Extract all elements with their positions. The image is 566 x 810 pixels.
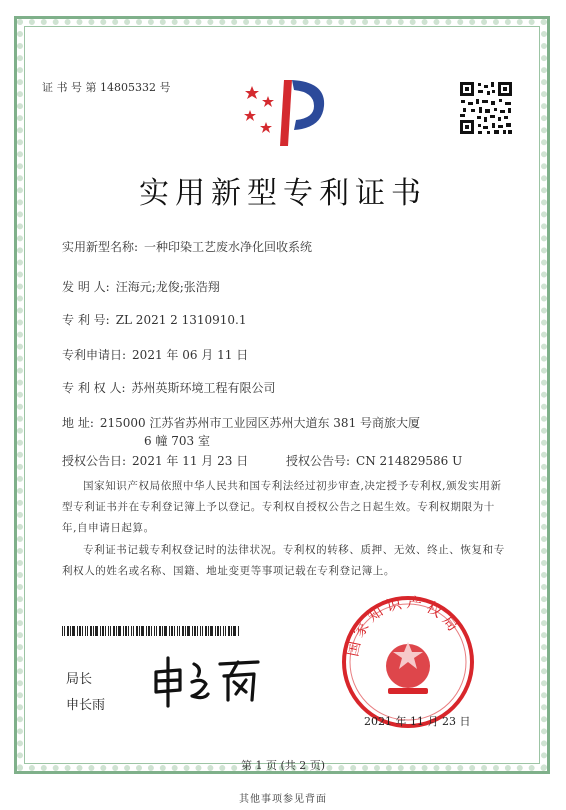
barcode-bar: [210, 626, 213, 636]
barcode-bar: [128, 626, 129, 636]
barcode-bar: [179, 626, 180, 636]
logo-star-2: [262, 96, 274, 107]
barcode-bar: [164, 626, 167, 636]
barcode-bar: [93, 626, 94, 636]
field-patentee: [62, 379, 276, 396]
barcode-bar: [233, 626, 236, 636]
barcode-bar: [125, 626, 127, 636]
barcode-bar: [64, 626, 65, 636]
barcode-bar: [139, 626, 140, 636]
barcode-bar: [123, 626, 124, 636]
barcode-bar: [79, 626, 81, 636]
barcode-bar: [187, 626, 190, 636]
barcode-bar: [105, 626, 106, 636]
barcode-bar: [220, 626, 221, 636]
footer-note: 其他事项参见背面: [239, 794, 327, 805]
handwritten-signature: [150, 650, 270, 710]
barcode-bar: [156, 626, 157, 636]
field-label: 专 利 权 人:: [62, 381, 126, 395]
field-value: ZL 2021 2 1310910.1: [115, 313, 247, 327]
barcode-bar: [148, 626, 150, 636]
barcode-bar: [133, 626, 134, 636]
field-value: 苏州英斯环境工程有限公司: [131, 381, 276, 395]
barcode-bar: [197, 626, 198, 636]
seal-date: 2021 年 11 月 23 日: [364, 715, 471, 728]
barcode-bar: [62, 626, 63, 636]
grant-statement-paragraph: 国家知识产权局依照中华人民共和国专利法经过初步审查,决定授予专利权,颁发实用新型专利证书并在专利登记簿上予以登记。专利权自授权公告之日起生效。专利权期限为十年,自申请日起算。: [62, 480, 502, 534]
barcode-bar: [87, 626, 88, 636]
barcode-bar: [118, 626, 121, 636]
barcode-strip: [62, 626, 242, 636]
field-label: 地 址:: [62, 416, 94, 430]
barcode-bar: [162, 626, 163, 636]
barcode-bar: [90, 626, 92, 636]
logo-star-3: [244, 110, 256, 121]
barcode-bar: [192, 626, 193, 636]
field-value: 2021 年 11 月 23 日: [132, 454, 249, 468]
barcode-bar: [141, 626, 144, 636]
logo-red-stroke: [280, 80, 292, 146]
barcode-bar: [95, 626, 98, 636]
logo-star-4: [260, 122, 272, 133]
barcode-bar: [174, 626, 175, 636]
barcode-bar: [205, 626, 207, 636]
field-label: 授权公告号:: [286, 454, 351, 468]
barcode-bar: [67, 626, 69, 636]
address-line-2: 6 幢 703 室: [144, 434, 210, 448]
barcode-bar: [154, 626, 155, 636]
barcode-bar: [159, 626, 161, 636]
page-number: 第 1 页 (共 2 页): [240, 759, 326, 772]
barcode-bar: [223, 626, 224, 636]
logo-star-1: [245, 86, 259, 99]
field-inventors: [62, 278, 220, 295]
barcode-bar: [110, 626, 111, 636]
barcode-bar: [217, 626, 219, 636]
signatory-name: 申长雨: [66, 698, 106, 713]
signatory-title: 局长: [66, 672, 93, 687]
field-label: 授权公告日:: [62, 454, 127, 468]
barcode-bar: [200, 626, 201, 636]
barcode-bar: [116, 626, 117, 636]
barcode-bar: [215, 626, 216, 636]
barcode-bar: [202, 626, 203, 636]
barcode-bar: [231, 626, 232, 636]
field-label: 实用新型名称:: [62, 240, 139, 254]
legal-status-paragraph: 专利证书记载专利权登记时的法律状况。专利权的转移、质押、无效、终止、恢复和专利权人的姓名或名称、国籍、地址变更等事项记载在专利登记簿上。: [62, 544, 505, 577]
qr-code-icon: [458, 80, 514, 136]
barcode-bar: [77, 626, 78, 636]
seal-text: 国家知识产权局: [343, 593, 465, 659]
field-patent-number: [62, 311, 247, 328]
barcode-bar: [70, 626, 71, 636]
barcode-bar: [228, 626, 230, 636]
official-red-seal: [338, 592, 478, 732]
barcode-bar: [82, 626, 83, 636]
field-label: 专利申请日:: [62, 348, 127, 362]
barcode-bar: [102, 626, 104, 636]
barcode-bar: [136, 626, 138, 636]
logo-blue-arc: [292, 80, 324, 130]
barcode-bar: [85, 626, 86, 636]
field-address: [62, 414, 420, 431]
field-value: 2021 年 06 月 11 日: [132, 348, 249, 362]
barcode-bar: [113, 626, 115, 636]
grant-date-field: [62, 452, 248, 469]
barcode-bar: [182, 626, 184, 636]
barcode-bar: [185, 626, 186, 636]
barcode-bar: [177, 626, 178, 636]
barcode-bar: [72, 626, 75, 636]
field-value: CN 214829586 U: [356, 454, 463, 468]
barcode-bar: [151, 626, 152, 636]
barcode-bar: [225, 626, 226, 636]
barcode-bar: [194, 626, 196, 636]
barcode-bar: [108, 626, 109, 636]
barcode-bar: [169, 626, 170, 636]
barcode-bar: [208, 626, 209, 636]
barcode-bar: [131, 626, 132, 636]
field-label: 发 明 人:: [62, 280, 110, 294]
certificate-title: 实用新型专利证书: [139, 176, 427, 211]
barcode-bar: [238, 626, 239, 636]
barcode-bar: [100, 626, 101, 636]
field-label: 专 利 号:: [62, 313, 110, 327]
barcode-bar: [171, 626, 173, 636]
field-value: 一种印染工艺废水净化回收系统: [144, 240, 313, 254]
field-application-date: [62, 346, 248, 363]
grant-number-field: [286, 452, 462, 469]
certificate-number: 证 书 号 第 14805332 号: [42, 81, 171, 94]
patent-office-logo: [238, 76, 330, 150]
field-value: 汪海元;龙俊;张浩翔: [115, 280, 220, 294]
field-utility-model-name: [62, 238, 312, 255]
field-value: 215000 江苏省苏州市工业园区苏州大道东 381 号商旅大厦: [99, 416, 421, 430]
barcode-bar: [146, 626, 147, 636]
